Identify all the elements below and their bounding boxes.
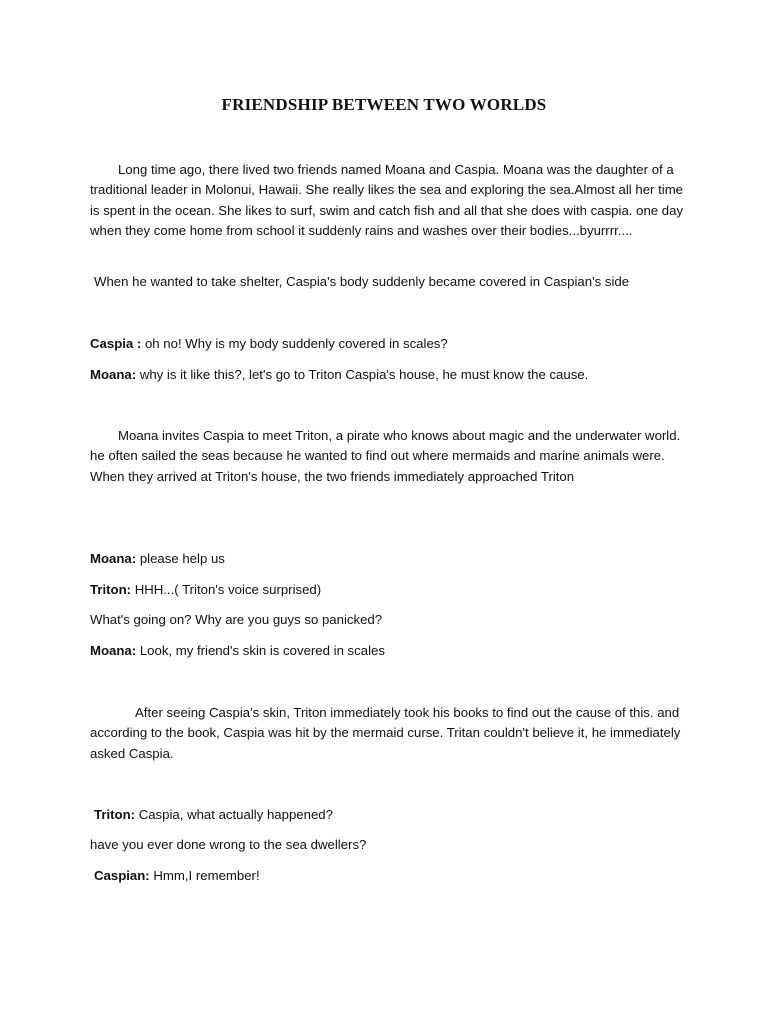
dialogue-line <box>90 549 690 569</box>
document-title: FRIENDSHIP BETWEEN TWO WORLDS <box>221 95 547 114</box>
dialogue-text: why is it like this?, let's go to Triton Caspia's house, he must know the cause. <box>136 367 589 382</box>
dialogue-text: Look, my friend's skin is covered in scales <box>136 643 385 658</box>
dialogue-text: oh no! Why is my body suddenly covered in scales? <box>141 336 448 351</box>
dialogue-line <box>90 641 690 661</box>
dialogue-line <box>90 365 690 385</box>
paragraph-shelter: When he wanted to take shelter, Caspia's body suddenly became covered in Caspian's side <box>94 274 630 289</box>
speaker-name: Moana: <box>90 643 137 658</box>
dialogue-text: please help us <box>136 551 225 566</box>
dialogue-line <box>94 866 694 886</box>
speaker-name: Caspia : <box>90 336 142 351</box>
dialogue-line: have you ever done wrong to the sea dwellers? <box>90 837 367 852</box>
dialogue-line <box>90 334 690 354</box>
paragraph-curse: After seeing Caspia's skin, Triton immediately took his books to find out the cause of this. and according to the book, Caspia was hit by the mermaid curse. Tritan couldn't believe it, he immediately asked Caspia. <box>90 705 681 761</box>
speaker-name: Moana: <box>90 551 137 566</box>
dialogue-text: HHH...( Triton's voice surprised) <box>131 582 322 597</box>
dialogue-text: Caspia, what actually happened? <box>135 807 333 822</box>
dialogue-line <box>94 805 694 825</box>
dialogue-line: What's going on? Why are you guys so panicked? <box>90 612 383 627</box>
paragraph-triton: Moana invites Caspia to meet Triton, a pirate who knows about magic and the underwater world. he often sailed the seas because he wanted to find out where mermaids and marine animals were. When they arrived at Triton's house, the two friends immediately approached Triton <box>90 428 681 484</box>
dialogue-text: Hmm,I remember! <box>149 868 260 883</box>
dialogue-line <box>90 580 690 600</box>
speaker-name: Triton: <box>94 807 136 822</box>
paragraph-intro: Long time ago, there lived two friends named Moana and Caspia. Moana was the daughter of a traditional leader in Molonui, Hawaii. She really likes the sea and exploring the sea.Almost all her time is spent in the ocean. She likes to surf, swim and catch fish and all that she does with caspia. one day when they come home from school it suddenly rains and washes over their bodies...byurrrr.... <box>90 162 684 239</box>
speaker-name: Moana: <box>90 367 137 382</box>
speaker-name: Caspian: <box>94 868 150 883</box>
speaker-name: Triton: <box>90 582 132 597</box>
